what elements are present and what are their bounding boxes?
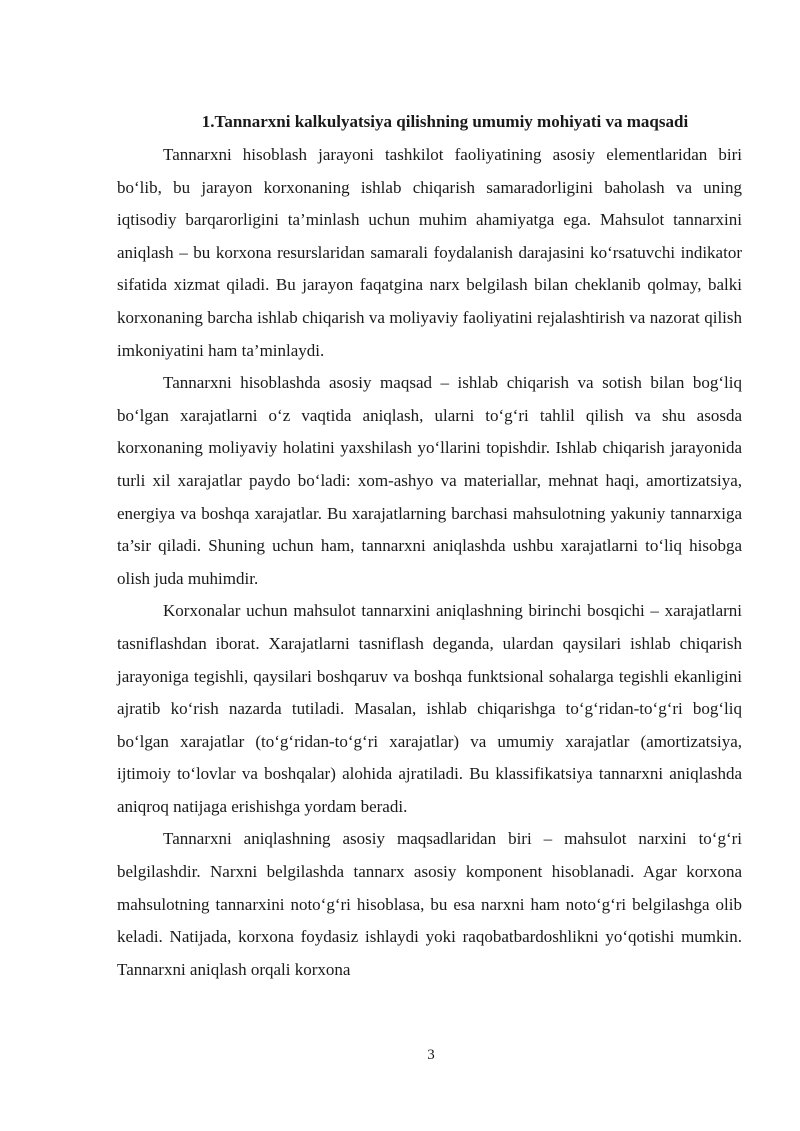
body-text — [117, 139, 742, 986]
paragraph: Tannarxni hisoblashda asosiy maqsad – ishlab chiqarish va sotish bilan bog‘liq bo‘lgan xarajatlarni o‘z vaqtida aniqlash, ularni to‘g‘ri tahlil qilish va shu asosda korxonaning moliyaviy holatini yaxshilash yo‘llarini topishdir. Ishlab chiqarish jarayonida turli xil xarajatlar paydo bo‘ladi: xom-ashyo va materiallar, mehnat haqi, amortizatsiya, energiya va boshqa xarajatlar. Bu xarajatlarning barchasi mahsulotning yakuniy tannarxiga ta’sir qiladi. Shuning uchun ham, tannarxni aniqlashda ushbu xarajatlarni to‘liq hisobga olish juda muhimdir. — [117, 373, 742, 588]
paragraph: Tannarxni aniqlashning asosiy maqsadlaridan biri – mahsulot narxini to‘g‘ri belgilashdir. Narxni belgilashda tannarx asosiy komponent hisoblanadi. Agar korxona mahsulotning tannarxini noto‘g‘ri hisoblasa, bu esa narxni ham noto‘g‘ri belgilashga olib keladi. Natijada, korxona foydasiz ishlaydi yoki raqobatbardoshlikni yo‘qotishi mumkin. Tannarxni aniqlash orqali korxona — [117, 829, 742, 979]
paragraph: Korxonalar uchun mahsulot tannarxini aniqlashning birinchi bosqichi – xarajatlarni tasniflashdan iborat. Xarajatlarni tasniflash deganda, ulardan qaysilari ishlab chiqarish jarayoniga tegishli, qaysilari boshqaruv va boshqa funktsional sohalarga tegishli ekanligini ajratib ko‘rish nazarda tutiladi. Masalan, ishlab chiqarishga to‘g‘ridan-to‘g‘ri bog‘liq bo‘lgan xarajatlar (to‘g‘ridan-to‘g‘ri xarajatlar) va umumiy xarajatlar (amortizatsiya, ijtimoiy to‘lovlar va boshqalar) alohida ajratiladi. Bu klassifikatsiya tannarxni aniqlashda aniqroq natijaga erishishga yordam beradi. — [117, 601, 742, 816]
paragraph: Tannarxni hisoblash jarayoni tashkilot faoliyatining asosiy elementlaridan biri bo‘lib, bu jarayon korxonaning ishlab chiqarish samaradorligini baholash va uning iqtisodiy barqarorligini ta’minlash uchun muhim ahamiyatga ega. Mahsulot tannarxini aniqlash – bu korxona resurslaridan samarali foydalanish darajasini ko‘rsatuvchi indikator sifatida xizmat qiladi. Bu jarayon faqatgina narx belgilash bilan cheklanib qolmay, balki korxonaning barcha ishlab chiqarish va moliyaviy faoliyatini rejalashtirish va nazorat qilish imkoniyatini ham ta’minlaydi. — [117, 145, 742, 360]
page-number: 3 — [427, 1047, 435, 1063]
section-heading: 1.Tannarxni kalkulyatsiya qilishning umumiy mohiyati va maqsadi — [201, 112, 689, 131]
